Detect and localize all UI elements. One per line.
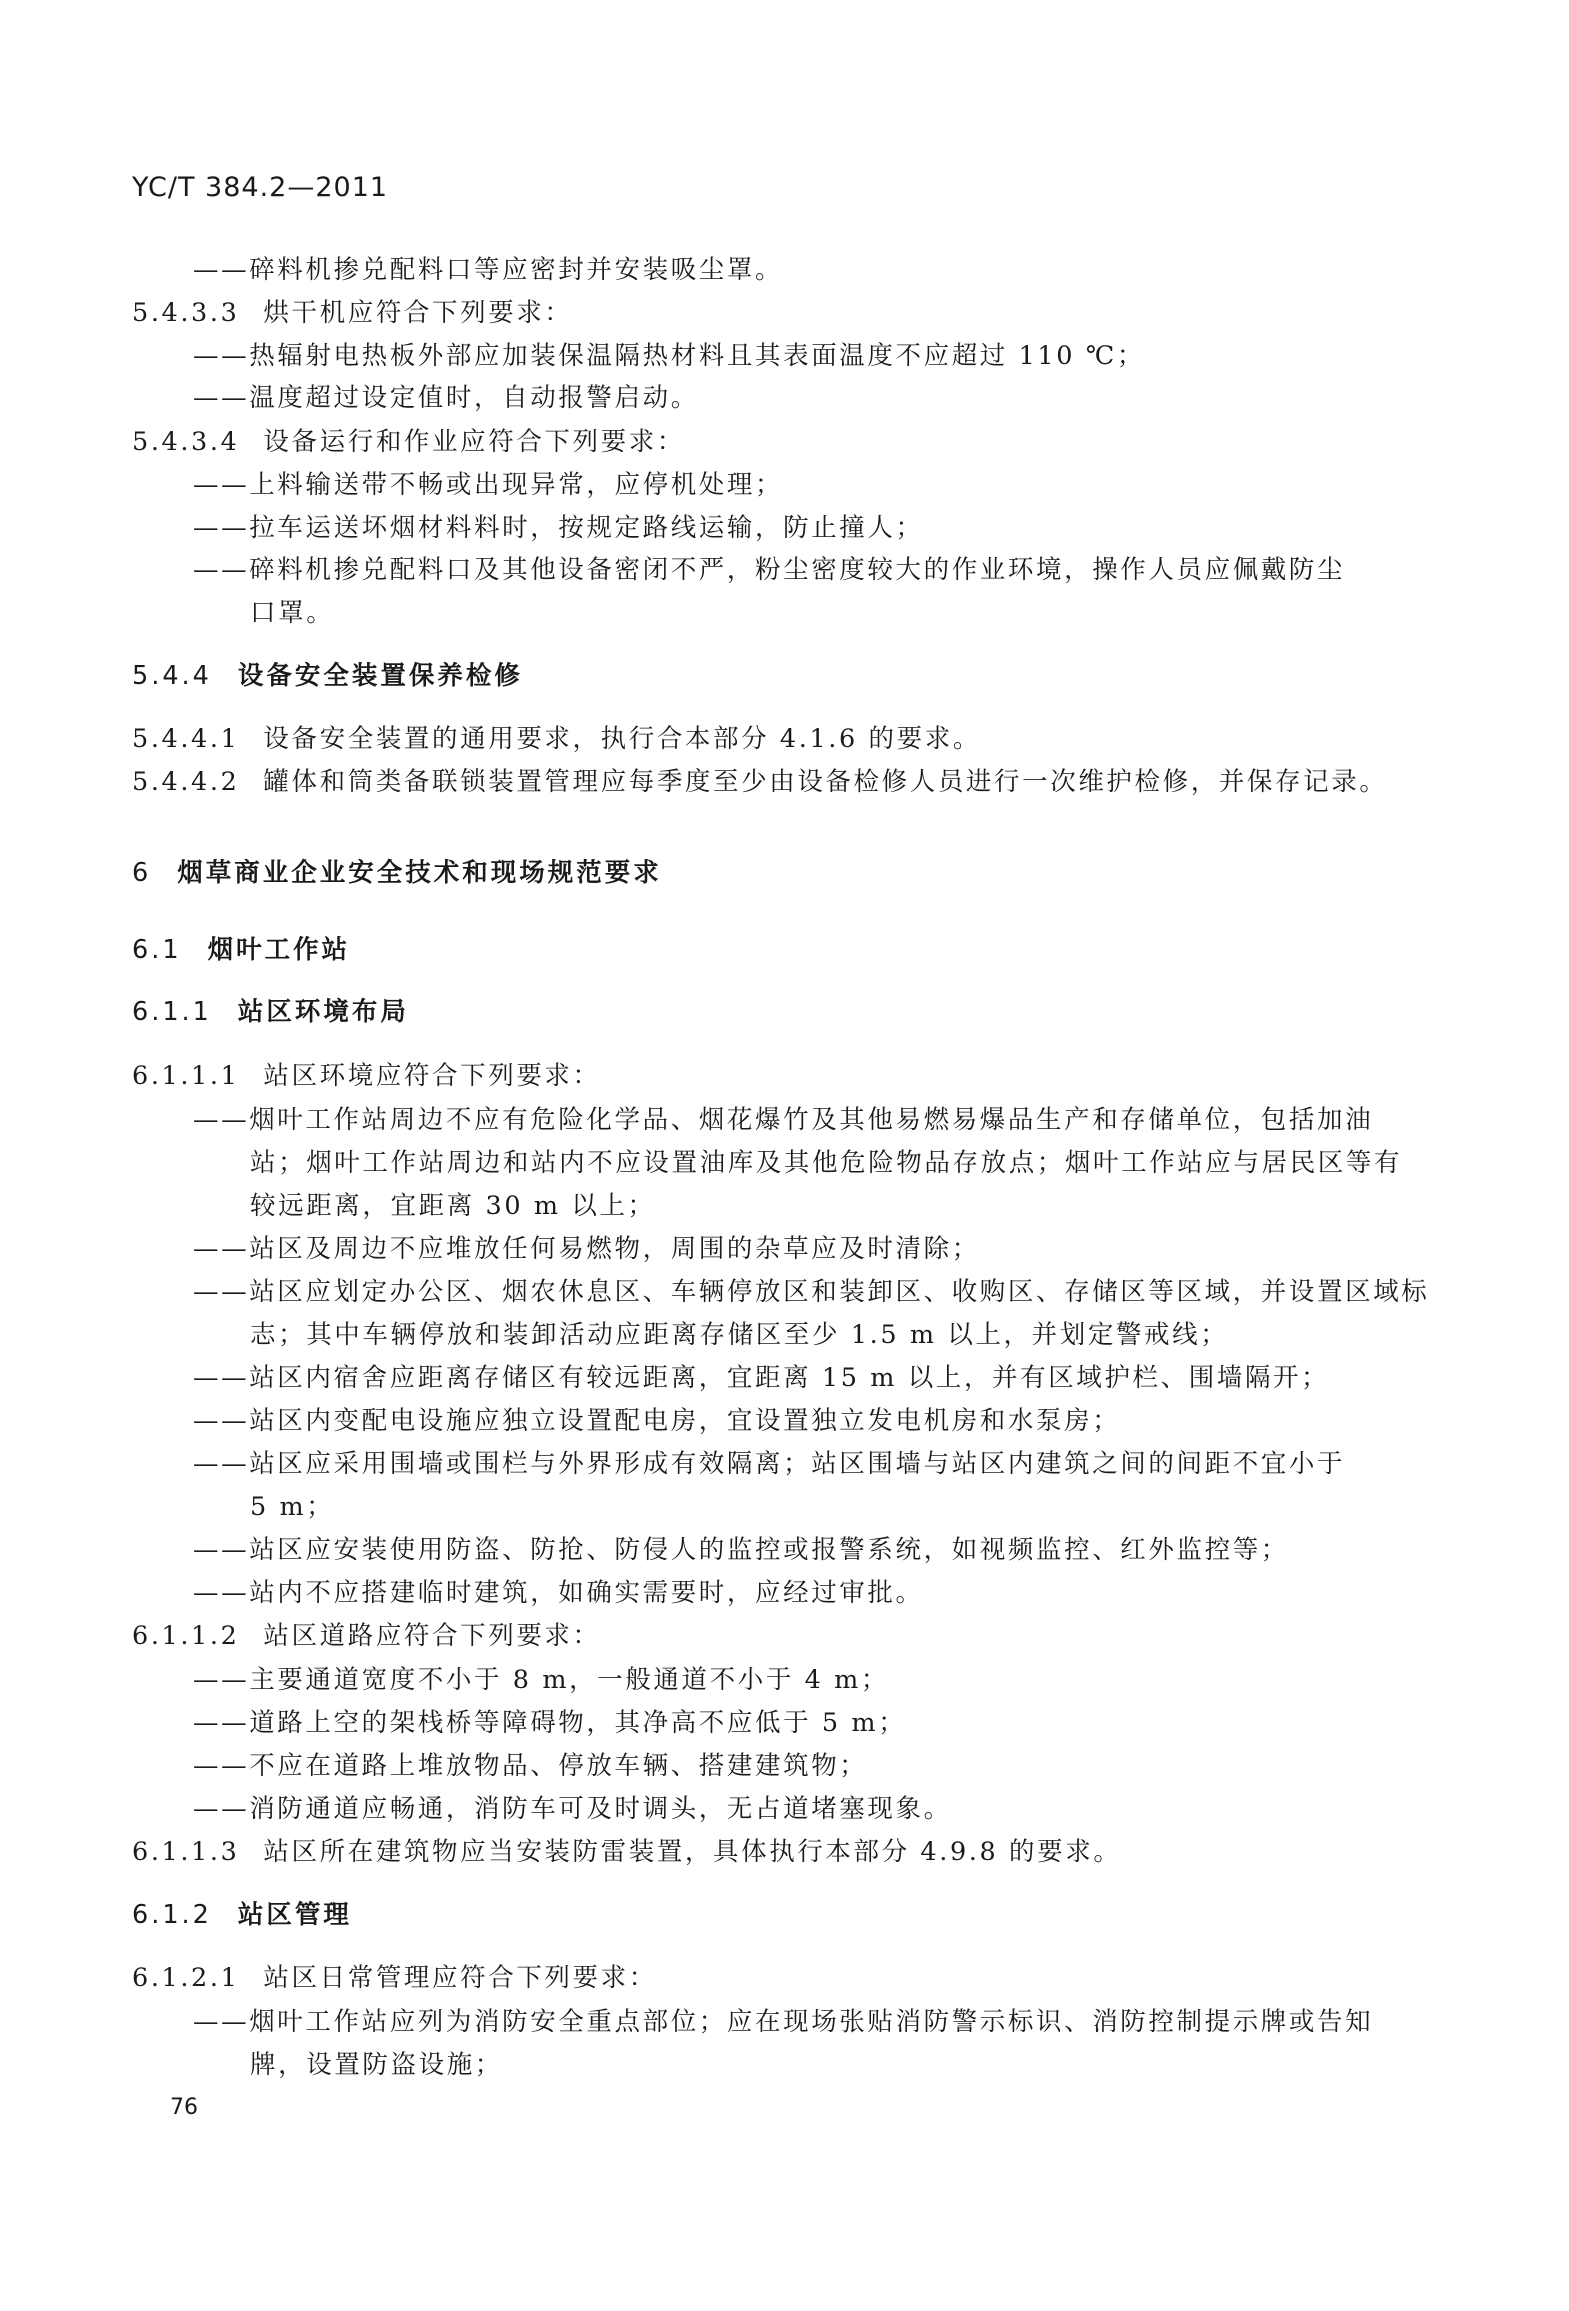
clause-text: 罐体和筒类备联锁装置管理应每季度至少由设备检修人员进行一次维护检修，并保存记录。	[263, 767, 1388, 797]
clause-text: ——站区及周边不应堆放任何易燃物，周围的杂草应及时清除；	[193, 1234, 980, 1264]
clause-text: ——道路上空的架栈桥等障碍物，其净高不应低于 5 m；	[193, 1708, 907, 1738]
clause-line	[132, 1061, 601, 1091]
clause-text: 烘干机应符合下列要求：	[263, 298, 573, 328]
clause-text: 较远距离，宜距离 30 m 以上；	[250, 1191, 656, 1221]
clause-text: 志；其中车辆停放和装卸活动应距离存储区至少 1.5 m 以上，并划定警戒线；	[250, 1320, 1229, 1350]
clause-number: 5.4.4	[132, 661, 212, 691]
list-item-continuation	[250, 1191, 656, 1221]
clause-text: ——消防通道应畅通，消防车可及时调头，无占道堵塞现象。	[193, 1794, 952, 1824]
clause-text: ——碎料机掺兑配料口等应密封并安装吸尘罩。	[193, 255, 784, 285]
list-item	[193, 383, 699, 413]
clause-text: 设备运行和作业应符合下列要求：	[263, 427, 685, 457]
clause-text: ——温度超过设定值时，自动报警启动。	[193, 383, 699, 413]
clause-text: ——烟叶工作站周边不应有危险化学品、烟花爆竹及其他易燃易爆品生产和存储单位，包括加油	[193, 1105, 1374, 1135]
list-item	[193, 1794, 952, 1824]
clause-text: 站区日常管理应符合下列要求：	[263, 1963, 657, 1993]
clause-text: 口罩。	[250, 598, 335, 628]
clause-text: ——碎料机掺兑配料口及其他设备密闭不严，粉尘密度较大的作业环境，操作人员应佩戴防尘	[193, 555, 1346, 585]
clause-text: 站区管理	[237, 1900, 352, 1930]
list-item	[193, 2007, 1374, 2037]
clause-line	[132, 1621, 601, 1651]
clause-text: 站；烟叶工作站周边和站内不应设置油库及其他危险物品存放点；烟叶工作站应与居民区等有	[250, 1148, 1403, 1178]
clause-text: ——不应在道路上堆放物品、停放车辆、搭建建筑物；	[193, 1751, 868, 1781]
clause-line	[132, 427, 685, 457]
list-item-continuation	[250, 598, 335, 628]
clause-line	[132, 1837, 1122, 1867]
list-item	[193, 1535, 1289, 1565]
list-item	[193, 255, 784, 285]
clause-text: ——站区内宿舍应距离存储区有较远距离，宜距离 15 m 以上，并有区域护栏、围墙隔开；	[193, 1363, 1330, 1393]
clause-number: 6.1.1.1	[132, 1061, 240, 1091]
list-item	[193, 1277, 1430, 1307]
clause-number: 6.1.1.2	[132, 1621, 240, 1651]
list-item-continuation	[250, 1148, 1403, 1178]
list-item	[193, 1665, 890, 1695]
clause-text: 站区环境布局	[237, 997, 409, 1027]
list-item	[193, 1708, 907, 1738]
list-item	[193, 1363, 1330, 1393]
clause-number: 6	[132, 858, 152, 888]
section-heading	[132, 997, 409, 1027]
clause-text: 设备安全装置的通用要求，执行合本部分 4.1.6 的要求。	[263, 724, 981, 754]
clause-text: 站区所在建筑物应当安装防雷装置，具体执行本部分 4.9.8 的要求。	[263, 1837, 1122, 1867]
section-heading	[132, 661, 523, 691]
clause-text: ——拉车运送坏烟材料料时，按规定路线运输，防止撞人；	[193, 513, 924, 543]
clause-number: 6.1.2	[132, 1900, 212, 1930]
section-heading	[132, 1900, 352, 1930]
clause-text: ——站内不应搭建临时建筑，如确实需要时，应经过审批。	[193, 1578, 924, 1608]
clause-text: 5 m；	[250, 1492, 335, 1522]
page-number: 76	[170, 2095, 198, 2120]
clause-line	[132, 298, 573, 328]
clause-text: ——主要通道宽度不小于 8 m，一般通道不小于 4 m；	[193, 1665, 890, 1695]
clause-text: 站区道路应符合下列要求：	[263, 1621, 601, 1651]
list-item	[193, 513, 924, 543]
list-item	[193, 1751, 868, 1781]
list-item	[193, 1105, 1374, 1135]
list-item-continuation	[250, 1320, 1229, 1350]
list-item-continuation	[250, 1492, 335, 1522]
clause-number: 5.4.4.2	[132, 767, 240, 797]
clause-number: 6.1.1	[132, 997, 212, 1027]
list-item	[193, 1406, 1121, 1436]
clause-number: 5.4.4.1	[132, 724, 240, 754]
clause-text: ——热辐射电热板外部应加装保温隔热材料且其表面温度不应超过 110 ℃；	[193, 341, 1146, 371]
clause-text: ——站区应划定办公区、烟农休息区、车辆停放区和装卸区、收购区、存储区等区域，并设置区域标	[193, 1277, 1430, 1307]
standard-code-header: YC/T 384.2—2011	[132, 172, 389, 203]
clause-number: 6.1.1.3	[132, 1837, 240, 1867]
clause-text: ——站区内变配电设施应独立设置配电房，宜设置独立发电机房和水泵房；	[193, 1406, 1121, 1436]
section-heading	[132, 935, 351, 965]
clause-text: ——烟叶工作站应列为消防安全重点部位；应在现场张贴消防警示标识、消防控制提示牌或告知	[193, 2007, 1374, 2037]
clause-line	[132, 767, 1388, 797]
list-item	[193, 1578, 924, 1608]
list-item	[193, 1234, 980, 1264]
list-item	[193, 470, 784, 500]
clause-text: 设备安全装置保养检修	[237, 661, 523, 691]
list-item	[193, 555, 1346, 585]
section-heading	[132, 858, 662, 888]
clause-number: 5.4.3.4	[132, 427, 240, 457]
clause-text: 站区环境应符合下列要求：	[263, 1061, 601, 1091]
clause-number: 6.1.2.1	[132, 1963, 240, 1993]
clause-number: 6.1	[132, 935, 182, 965]
clause-line	[132, 1963, 657, 1993]
list-item	[193, 341, 1146, 371]
clause-number: 5.4.3.3	[132, 298, 240, 328]
clause-text: ——站区应采用围墙或围栏与外界形成有效隔离；站区围墙与站区内建筑之间的间距不宜小于	[193, 1449, 1346, 1479]
clause-line	[132, 724, 981, 754]
list-item	[193, 1449, 1346, 1479]
clause-text: 烟叶工作站	[207, 935, 351, 965]
clause-text: ——站区应安装使用防盗、防抢、防侵人的监控或报警系统，如视频监控、红外监控等；	[193, 1535, 1289, 1565]
clause-text: ——上料输送带不畅或出现异常，应停机处理；	[193, 470, 784, 500]
clause-text: 烟草商业企业安全技术和现场规范要求	[177, 858, 662, 888]
clause-text: 牌，设置防盗设施；	[250, 2050, 503, 2080]
list-item-continuation	[250, 2050, 503, 2080]
